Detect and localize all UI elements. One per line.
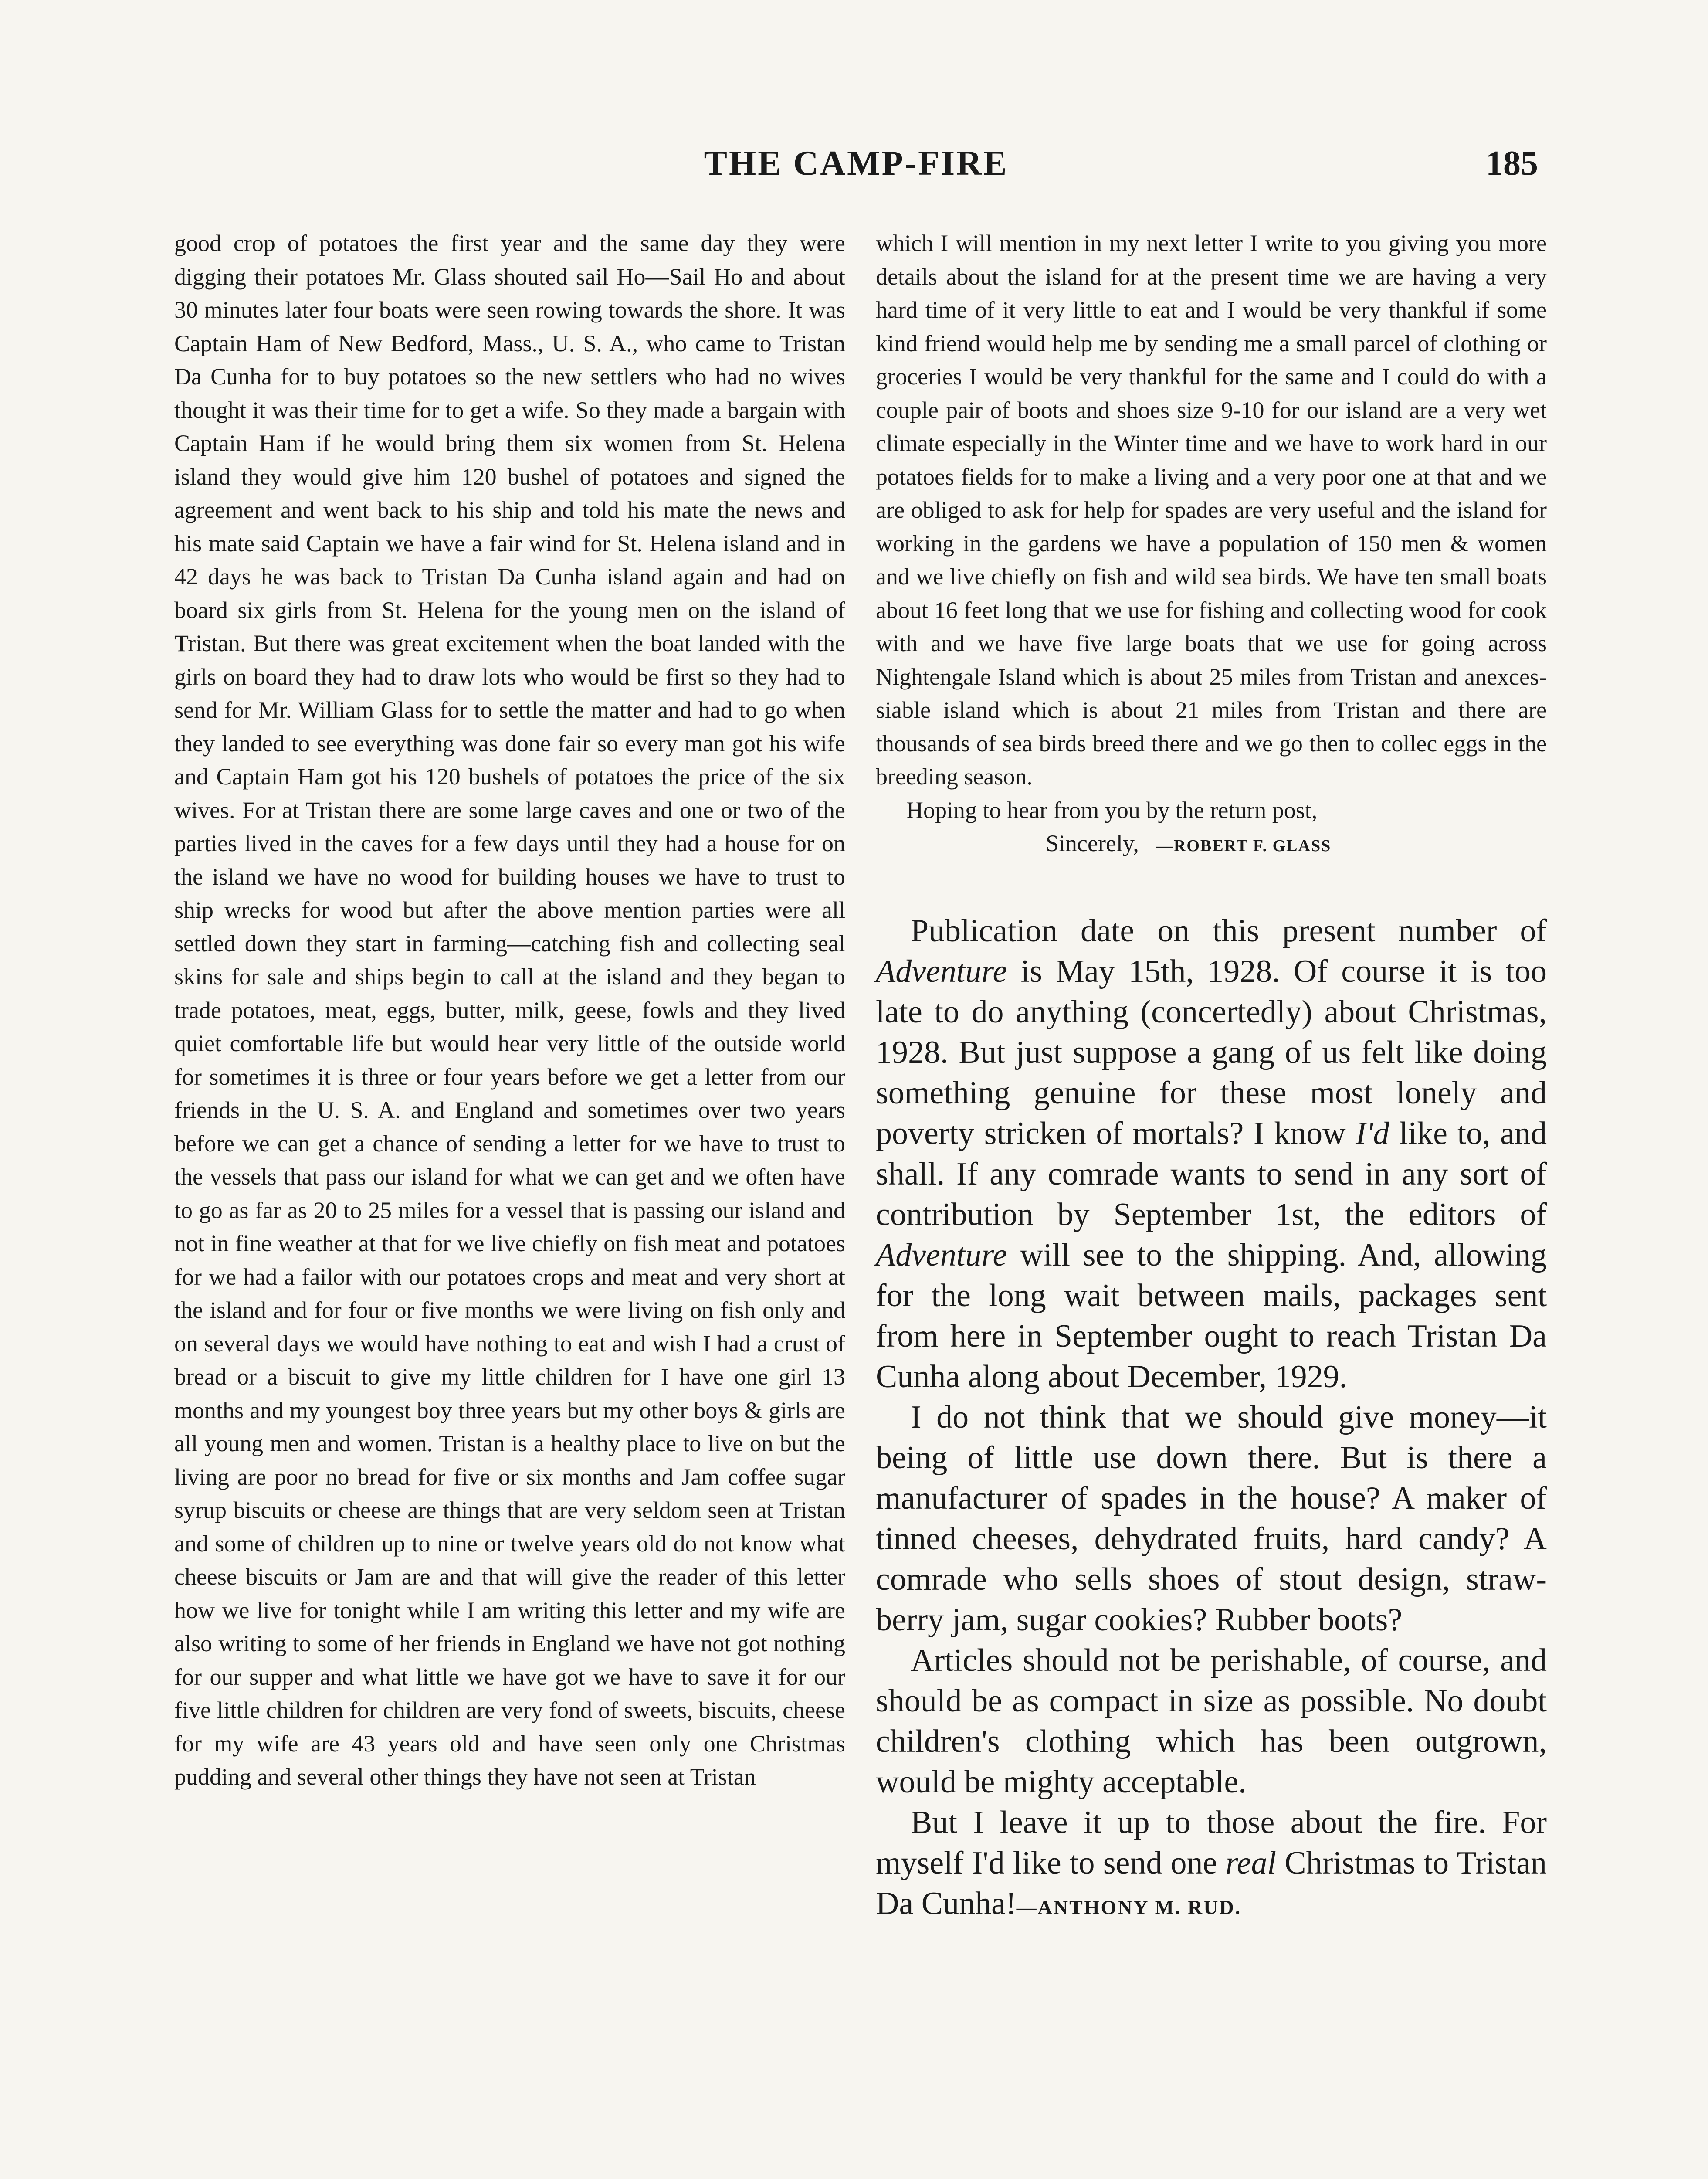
editorial-paragraph-2: I do not think that we should give money—it being of little use down there. But is there a manufacturer of spades in the house? A maker of tinned cheeses, dehydrated fruits, hard candy? A comrade who sells shoes of stout design, strawberry jam, sugar cookies? Rubber boots?: [876, 1399, 1547, 1638]
editorial-text: Christmas to Tristan Da Cunha!: [876, 1845, 1547, 1921]
valediction: Sincerely,: [1046, 830, 1139, 856]
editorial-paragraph-3: Articles should not be perishable, of course, and should be as compact in size as possible. No doubt children's clothing which has been outgrown, would be mighty acceptable.: [876, 1642, 1547, 1800]
editorial-text: like to, and shall. If any comrade wants to send in any sort of contribution by September 1st, the editors of: [876, 1115, 1547, 1232]
emphasis: real: [1225, 1845, 1277, 1881]
page-number: 185: [1486, 144, 1538, 183]
letter-body-right: which I will mention in my next letter I write to you giving you more details about the island for at the present time we are having a very hard time of it very little to eat and I would be very thankful if some kind friend would help me by sending me a small parcel of clothing or groceries I would be very thankful for the same and I could do with a couple pair of boots and shoes size 9-10 for our island are a very wet climate especially in the Winter time and we have to work hard in our potatoes fields for to make a living and a very poor one at that and we are obliged to ask for help for spades are very useful and the island for working in the gardens we have a population of 150 men & women and we live chiefly on fish and wild sea birds. We have ten small boats about 16 feet long that we use for fishing and collecting wood for cook with and we have five large boats that we use for going across Nightengale Island which is about 25 miles from Tristan and anexcessiable island which is about 21 miles from Tristan and there are thousands of sea birds breed there and we go then to collec eggs in the breeding season.: [876, 230, 1547, 790]
magazine-title: Adventure: [876, 1237, 1007, 1273]
editorial-text: will see to the shipping. And, allowing for the long wait between mails, packages sent from here in September ought to reach Tristan Da Cunha along about December, 1929.: [876, 1237, 1547, 1395]
page-header: [174, 144, 1538, 192]
letter-body-left: good crop of potatoes the first year and the same day they were digging their potatoes Mr. Glass shouted sail Ho—Sail Ho and about 30 minutes later four boats were seen rowing towards the shore. It was Captain Ham of New Bedford, Mass., U. S. A., who came to Tristan Da Cunha for to buy potatoes so the new settlers who had no wives thought it was their time for to get a wife. So they made a bargain with Captain Ham if he would bring them six women from St. Helena island they would give him 120 bushel of potatoes and signed the agreement and went back to his ship and told his mate the news and his mate said Captain we have a fair wind for St. Helena island and in 42 days he was back to Tristan Da Cunha island again and had on board six girls from St. Helena for the young men on the island of Tristan. But there was great excitement when the boat landed with the girls on board they had to draw lots who would be first so they had to send for Mr. William Glass for to settle the matter and had to go when they landed to see everything was done fair so every man got his wife and Captain Ham got his 120 bushels of potatoes the price of the six wives. For at Tristan there are some large caves and one or two of the parties lived in the caves for a few days until they had a house for on the island we have no wood for building houses we have to trust to ship wrecks for wood but after the above mention parties were all settled down they start in farming—catching fish and collecting seal skins for sale and ships begin to call at the island and they began to trade potatoes, meat, eggs, butter, milk, geese, fowls and they lived quiet comfortable life but would hear very little of the outside world for sometimes it is three or four years before we get a letter from our friends in the U. S. A. and England and sometimes over two years before we can get a chance of sending a letter for we have to trust to the vessels that pass our island for what we can get and we often have to go as far as 20 to 25 miles for a vessel that is passing our island and not in fine weather at that for we live chiefly on fish meat and potatoes for we had a failor with our potatoes crops and meat and very short at the island and for four or five months we were living on fish only and on several days we would have nothing to eat and wish I had a crust of bread or a biscuit to give my little children for I have one girl 13 months and my youngest boy three years but my other boys & girls are all young men and women. Tristan is a healthy place to live on but the living are poor no bread for five or six months and Jam coffee sugar syrup biscuits or cheese are things that are very seldom seen at Tristan and some of children up to nine or twelve years old do not know what cheese biscuits or Jam are and that will give the reader of this letter how we live for tonight while I am writing this letter and my wife are also writing to some of her friends in England we have not got nothing for our supper and what little we have got we have to save it for our five little children for children are very fond of sweets, biscuits, cheese for my wife are 43 years old and have seen only one Christmas pudding and several other things they have not seen at Tristan: [174, 230, 845, 1790]
letter-valediction-line: [876, 827, 1547, 863]
left-column: [174, 227, 845, 1794]
running-head: THE CAMP-FIRE: [704, 144, 1009, 183]
emphasis: I'd: [1356, 1115, 1389, 1151]
right-column: [876, 227, 1547, 1928]
editorial-paragraph-4: [876, 1802, 1547, 1928]
magazine-title: Adventure: [876, 953, 1007, 989]
editorial-signature: —ANTHONY M. RUD.: [1016, 1896, 1242, 1918]
letter-closing-line: Hoping to hear from you by the return post,: [906, 797, 1318, 823]
editorial-text: Publication date on this present number of: [911, 913, 1547, 949]
letter-signature: —ROBERT F. GLASS: [1156, 837, 1332, 855]
editorial-text: is May 15th, 1928. Of course it is too late to do anything (concertedly) about Christmas, 1928. But just suppose a gang of us felt like doing something genuine for these most lonely and poverty stricken of mortals? I know: [876, 953, 1547, 1151]
editorial-paragraph-1: [876, 911, 1547, 1397]
editorial-note: [876, 911, 1547, 1928]
editorial-text: But I leave it up to those about the fire. For myself I'd like to send one: [876, 1804, 1547, 1881]
